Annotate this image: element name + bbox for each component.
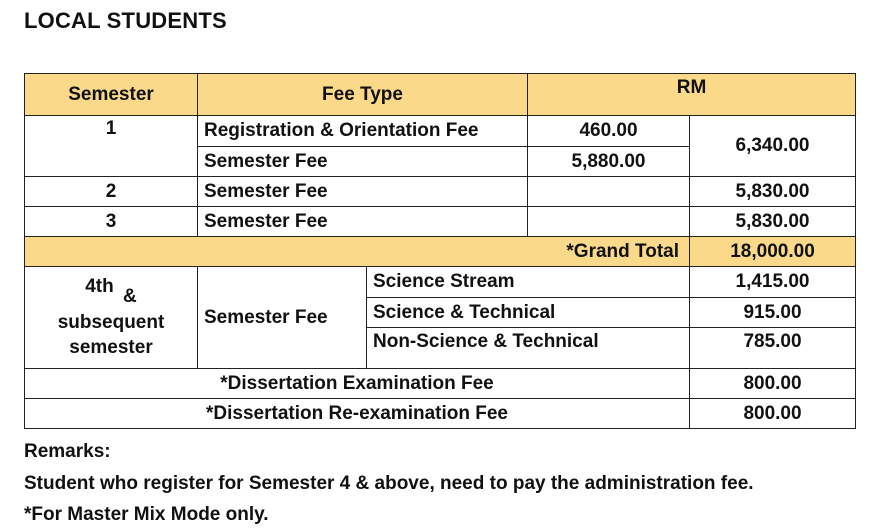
fee-type-cell: Semester Fee (198, 207, 528, 237)
table-row (25, 369, 856, 399)
semester-4-label-line2: subsequent (57, 311, 165, 333)
fee-type-cell: Semester Fee (198, 177, 528, 207)
semester-4-label-line1: 4th (85, 276, 114, 298)
fee-table (24, 73, 856, 429)
grand-total-row (25, 237, 856, 267)
remarks-heading: Remarks: (24, 441, 111, 462)
dissertation-fee-amount: 800.00 (690, 399, 856, 429)
stream-cell: Science Stream (367, 267, 690, 298)
table-row (25, 267, 856, 298)
remarks-line: Student who register for Semester 4 & above, need to pay the administration fee. (24, 472, 754, 494)
stream-amount-cell: 1,415.00 (690, 267, 856, 298)
semester-4-label-line3: semester (69, 337, 153, 359)
fee-type-cell: Semester Fee (198, 267, 367, 369)
stream-cell: Non-Science & Technical (367, 328, 690, 369)
amount-cell (528, 177, 690, 207)
remarks-line: *For Master Mix Mode only. (24, 504, 269, 525)
semester-total-cell: 5,830.00 (690, 207, 856, 237)
fee-type-cell: Semester Fee (198, 147, 528, 177)
dissertation-fee-label: *Dissertation Re-examination Fee (25, 399, 690, 429)
amount-cell (528, 207, 690, 237)
amount-cell: 5,880.00 (528, 147, 690, 177)
table-row (25, 207, 856, 237)
dissertation-fee-amount: 800.00 (690, 369, 856, 399)
semester-total-cell: 6,340.00 (690, 116, 856, 177)
stream-amount-cell: 915.00 (690, 298, 856, 328)
semester-cell: 1 (25, 116, 198, 177)
header-semester: Semester (25, 74, 198, 116)
table-row (25, 399, 856, 429)
stream-cell: Science & Technical (367, 298, 690, 328)
page-title: LOCAL STUDENTS (24, 8, 227, 33)
remarks-section (24, 436, 754, 531)
table-row (25, 177, 856, 207)
amount-cell: 460.00 (528, 116, 690, 147)
fee-type-cell: Registration & Orientation Fee (198, 116, 528, 147)
semester-4-label-cell (25, 267, 198, 369)
grand-total-value: 18,000.00 (690, 237, 856, 267)
table-header-row (25, 74, 856, 116)
stream-amount-cell: 785.00 (690, 328, 856, 369)
table-row (25, 116, 856, 147)
header-fee-type: Fee Type (198, 74, 528, 116)
semester-cell: 2 (25, 177, 198, 207)
semester-cell: 3 (25, 207, 198, 237)
dissertation-fee-label: *Dissertation Examination Fee (25, 369, 690, 399)
semester-4-label-amp: & (123, 286, 137, 308)
semester-total-cell: 5,830.00 (690, 177, 856, 207)
header-rm: RM (528, 74, 856, 116)
grand-total-label: *Grand Total (25, 237, 690, 267)
